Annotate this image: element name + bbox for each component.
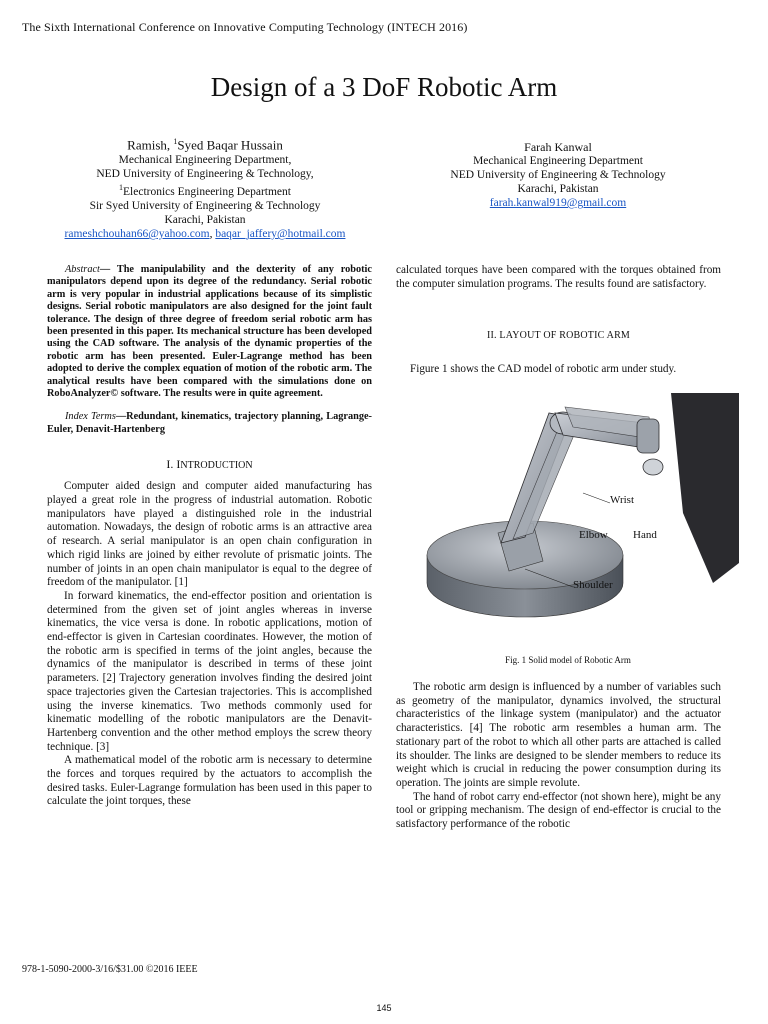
- affiliation-line: Karachi, Pakistan: [164, 214, 246, 227]
- hand-label: Hand: [633, 529, 657, 541]
- abstract-text: — The manipulability and the dexterity of any robotic manipulators depend upon its degree of the redundancy. Serial robotic arm is very popular in industrial applications because of its simplistic designs. Serial robotic manipulators are also designed for the joint fault tolerance. The design of three degree of freedom serial robotic arm has been presented in this paper. Its mechanical structure has been developed using the CAD software. The analysis of the dynamic properties of the robotic arm has been presented. Euler-Lagrange method has been adopted to derive the complex equation of motion of the robotic arm. The analytical results have been compared with the simulations done on RoboAnalyzer© software. The results were in quite agreement.: [47, 264, 372, 400]
- robotic-arm-figure: [413, 393, 739, 625]
- wrist-label: Wrist: [610, 494, 634, 506]
- index-terms: [47, 411, 372, 436]
- author-names: [22, 133, 388, 153]
- affiliation-line: Karachi, Pakistan: [517, 183, 599, 195]
- figure-caption: Fig. 1 Solid model of Robotic Arm: [505, 655, 631, 665]
- paragraph: calculated torques have been compared with the torques obtained from the computer simulation programs. The results found are satisfactory.: [396, 264, 721, 290]
- email-separator: ,: [209, 228, 216, 241]
- affiliation-line: NED University of Engineering & Technology,: [96, 168, 314, 181]
- shoulder-label: Shoulder: [573, 579, 613, 591]
- author-name-3: Farah Kanwal: [524, 140, 592, 154]
- introduction-body: [47, 480, 372, 809]
- wrist-block: [637, 419, 659, 453]
- left-column: [47, 264, 372, 809]
- page-number: 145: [376, 1003, 392, 1013]
- email-link-3[interactable]: farah.kanwal919@gmail.com: [489, 197, 627, 209]
- hand-joint: [643, 459, 663, 475]
- index-terms-label: Index Terms: [65, 411, 116, 423]
- paper-title: Design of a 3 DoF Robotic Arm: [210, 72, 558, 102]
- wrist-leader: [583, 493, 610, 503]
- abstract-label: Abstract: [65, 264, 100, 275]
- section-number: I. I: [166, 457, 181, 472]
- background-shadow: [671, 393, 739, 583]
- email-link-2[interactable]: baqar_jaffery@hotmail.com: [215, 228, 346, 241]
- paragraph: The robotic arm design is influenced by a number of variables such as geometry of the manipulator, dynamics involved, the structural characteristics of the linkage system (manipulator) and the actuator characteristics. [4] The robotic arm resembles a human arm. The stationary part of the robot to which all other parts are attached is called its shoulder. The links are designed to be slender members to reduce its weight which is crucial in reducing the power consumption during its operation. The joints are simple revolute.: [396, 681, 721, 789]
- paragraph: In forward kinematics, the end-effector position and orientation is determined from the given set of joint angles whereas in inverse kinematics, the vice versa is done. In robotic applications, motion of end-effector is given in Cartesian coordinates. However, the motion of the robotic arm is specified in terms of the joint angles, because the dynamics of the manipulator is described in terms of these joint parameters. [2] Trajectory generation involves finding the desired joint space trajectories given the Cartesian trajectories. This is accomplished using the inverse kinematics. Two methods commonly used for kinematic modelling of the robotic manipulators are the Denavit-Hartenberg convention and the other method employs the screw theory technique. [3]: [47, 589, 372, 753]
- paragraph: The hand of robot carry end-effector (not shown here), might be any tool or gripping mechanism. The design of end-effector is crucial to the satisfactory performance of the robotic: [396, 790, 721, 831]
- affiliation-mark: 1: [119, 183, 124, 193]
- abstract-paragraph: [47, 264, 372, 400]
- abstract: [47, 264, 372, 400]
- affiliation-line: Sir Syed University of Engineering & Technology: [89, 200, 321, 213]
- author-name-1: Ramish,: [127, 137, 174, 153]
- section-title: NTRODUCTION: [180, 460, 253, 472]
- section-heading-layout: II. LAYOUT OF ROBOTIC ARM: [486, 330, 631, 341]
- index-terms-paragraph: [47, 411, 372, 436]
- section-heading-introduction: [47, 457, 372, 472]
- affiliation-line: Mechanical Engineering Department,: [118, 154, 292, 167]
- paragraph: Figure 1 shows the CAD model of robotic arm under study.: [410, 363, 677, 375]
- footer-copyright: 978-1-5090-2000-3/16/$31.00 ©2016 IEEE: [22, 964, 198, 975]
- email-link-1[interactable]: rameshchouhan66@yahoo.com: [64, 228, 210, 241]
- author-name-2: Syed Baqar Hussain: [177, 137, 283, 153]
- right-column-body: [396, 681, 721, 832]
- affiliation-line: NED University of Engineering & Technology: [450, 169, 666, 181]
- elbow-label: Elbow: [579, 529, 608, 541]
- email-line: [22, 227, 388, 241]
- affiliation-line: $^1$Electronics Engineering Department: [119, 183, 291, 199]
- figure-intro: [396, 363, 721, 377]
- index-terms-text: —Redundant, kinematics, trajectory planning, Lagrange-Euler, Denavit-Hartenberg: [47, 411, 372, 435]
- author-block-left: [22, 133, 388, 241]
- paragraph: A mathematical model of the robotic arm is necessary to determine the forces and torques required by the actuators to accomplish the desired tasks. Euler-Lagrange formulation has been used in this paper to calculate the joint torques, these: [47, 754, 372, 808]
- author-block-right: [395, 140, 721, 210]
- affiliation-mark: 1: [173, 137, 178, 146]
- paragraph: Computer aided design and computer aided manufacturing has played a great role in the progress of industrial automation. Robotic manipulators have played a distinguished role in the industrial automation. Nowadays, the design of robotic arms is an attractive area of research. A serial manipulator is an open chain configuration in which rigid links are joined by either revolute of prismatic joints. The number of joints in an open chain manipulator is equal to the degree of freedom of the manipulator. [1]: [47, 480, 372, 589]
- affiliation-line: Mechanical Engineering Department: [473, 155, 643, 167]
- conference-header: The Sixth International Conference on Innovative Computing Technology (INTECH 2016): [22, 20, 468, 34]
- right-column: [396, 264, 721, 291]
